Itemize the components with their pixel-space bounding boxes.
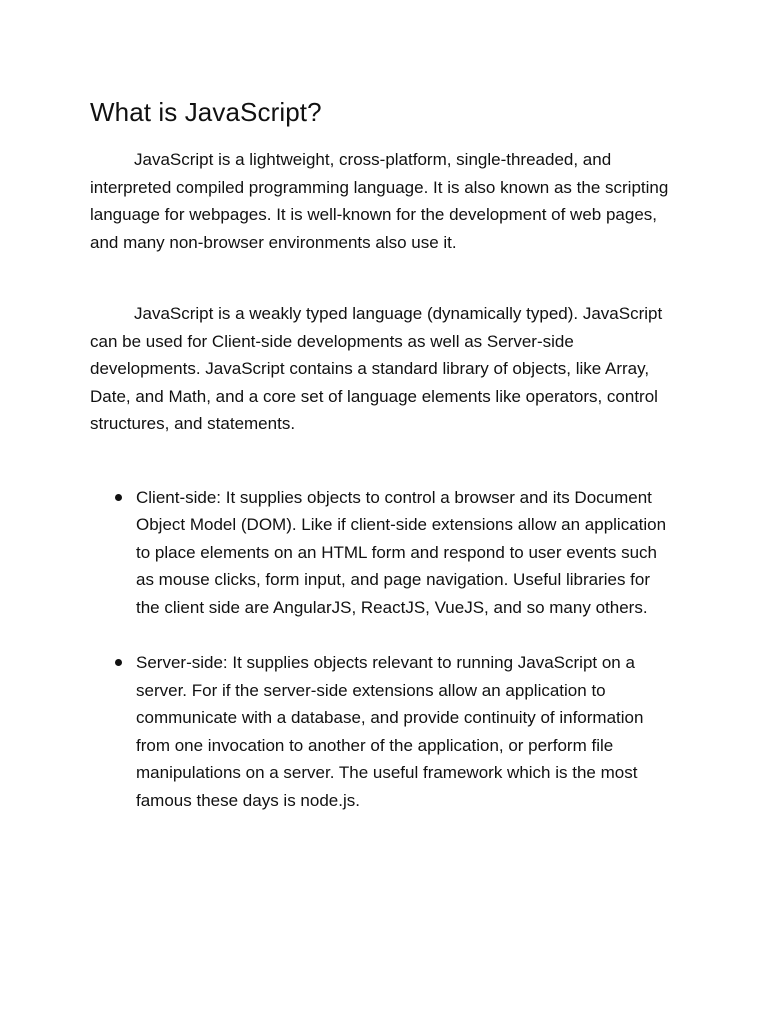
bullet-text: Server-side: It supplies objects relevant to running JavaScript on a server. For if the server-side extensions allow an application to communicate with a database, and provide continuity of information from one invocation to another of the application, or perform file manipulations on a server. The useful framework which is the most famous these days is node.js. <box>136 653 644 810</box>
paragraph-typing: JavaScript is a weakly typed language (dynamically typed). JavaScript can be used for Client-side developments as well as Server-side developments. JavaScript contains a standard library of objects, like Array, Date, and Math, and a core set of language elements like operators, control structures, and statements. <box>90 304 663 433</box>
bullet-dot-icon <box>115 494 122 501</box>
bullet-item-client-side <box>90 484 678 622</box>
bullet-item-server-side <box>90 649 678 814</box>
bullet-dot-icon <box>115 659 122 666</box>
paragraph-intro: JavaScript is a lightweight, cross-platform, single-threaded, and interpreted compiled programming language. It is also known as the scripting language for webpages. It is well-known for the development of web pages, and many non-browser environments also use it. <box>90 150 669 252</box>
bullet-list <box>90 484 678 815</box>
page-title: What is JavaScript? <box>90 97 322 127</box>
bullet-text: Client-side: It supplies objects to control a browser and its Document Object Model (DOM). Like if client-side extensions allow an application to place elements on an HTML form and respond to user events such as mouse clicks, form input, and page navigation. Useful libraries for the client side are AngularJS, ReactJS, VueJS, and so many others. <box>136 487 667 617</box>
